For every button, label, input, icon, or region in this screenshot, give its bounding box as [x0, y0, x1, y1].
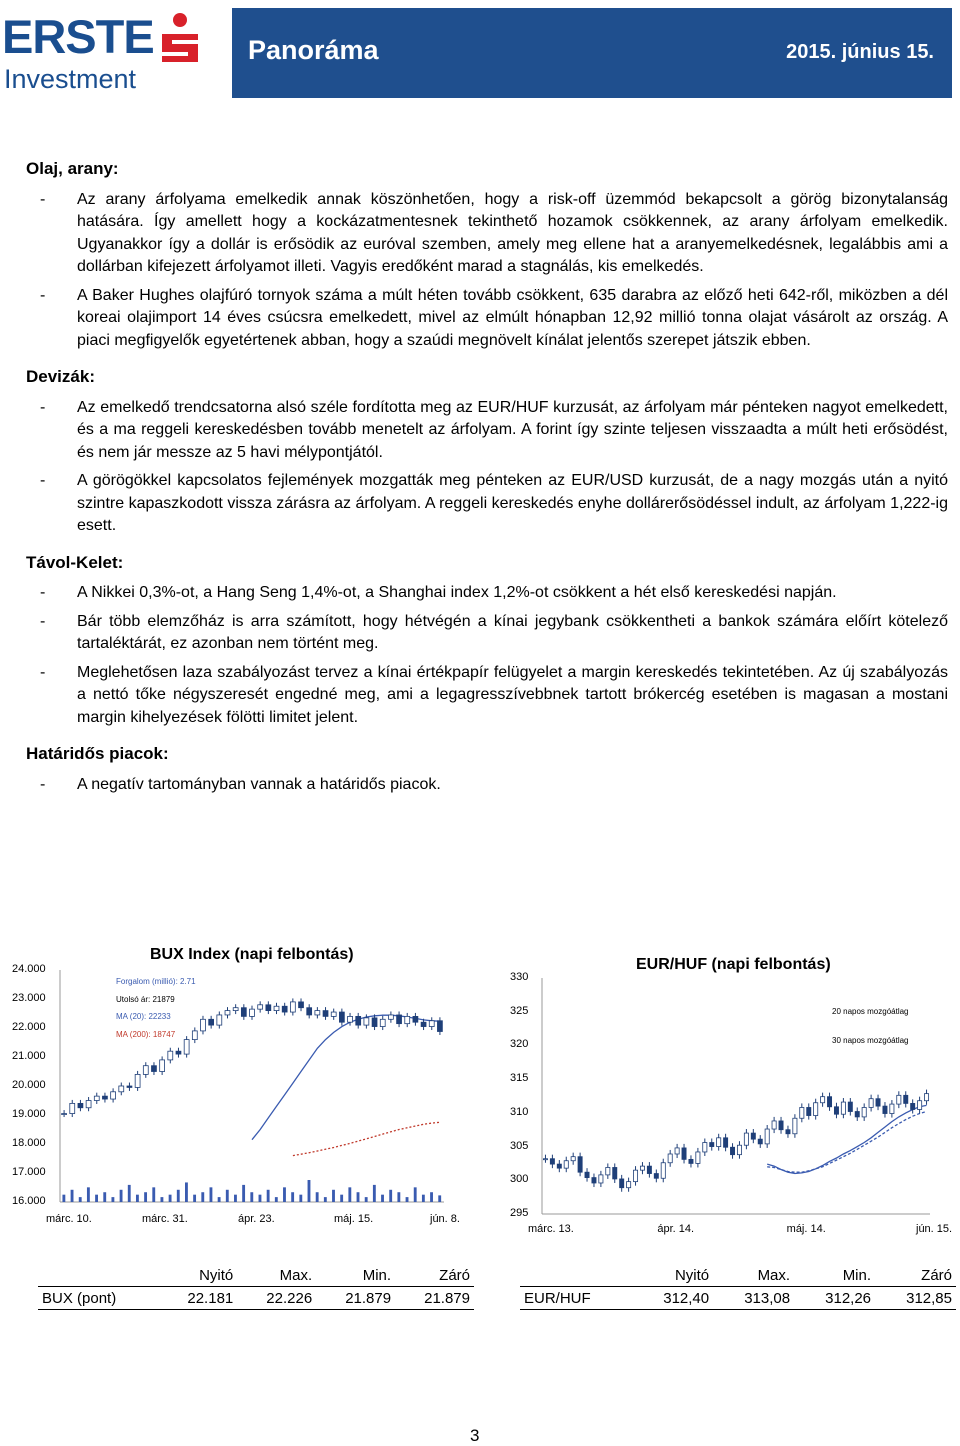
- y-tick-label: 18.000: [12, 1137, 46, 1149]
- volume-bar: [128, 1185, 131, 1202]
- list-item: - A Nikkei 0,3%-ot, a Hang Seng 1,4%-ot, a Shanghai index 1,2%-ot csökkent a hét első kereskedési napján.: [40, 584, 837, 601]
- candle: [883, 1106, 887, 1113]
- chart-title: EUR/HUF (napi felbontás): [636, 956, 831, 973]
- candle: [814, 1103, 818, 1116]
- candle: [380, 1019, 385, 1026]
- volume-bar: [406, 1197, 409, 1202]
- candle: [897, 1095, 901, 1104]
- x-tick-label: márc. 31.: [142, 1213, 188, 1225]
- candle: [160, 1060, 165, 1072]
- volume-bar: [332, 1190, 335, 1202]
- section-title: Határidős piacok:: [26, 744, 169, 763]
- y-tick-label: 330: [510, 971, 529, 983]
- candle: [143, 1066, 148, 1075]
- x-tick-label: ápr. 23.: [238, 1213, 275, 1225]
- x-tick-label: jún. 15.: [916, 1223, 953, 1235]
- candle: [862, 1107, 866, 1116]
- candle: [633, 1170, 637, 1181]
- candle: [405, 1016, 410, 1023]
- list-item: - A görögökkel kapcsolatos fejlemények mozgatták meg pénteken az EUR/USD kurzusát, de a nagy mozgás után a nyitó szintre kapaszkodott vissza zárásra az árfolyam. A reggeli kereskedés enyhe dollárerősödéssel indult, az árfolyam 1,222-ig esett.: [40, 472, 948, 534]
- table-header: Min.: [794, 1264, 875, 1287]
- volume-bar: [348, 1187, 351, 1202]
- list-item: - A Baker Hughes olajfúró tornyok száma a múlt héten tovább csökkent, 635 darabra az előző heti 642-ről, miközben a dél koreai olajimport 14 éves csúcsra emelkedett, mivel az elmúlt hónapban 12,92 millió tonna olajat vásárolt az ország. A piaci megfigyelők egyetértenek abban, hogy a szaúdi megnövelt kínálat jelentős szerepet játszik ebben.: [40, 286, 948, 349]
- moving-average-line: [252, 1015, 440, 1139]
- y-tick-label: 320: [510, 1038, 529, 1051]
- table-header: Nyitó: [158, 1264, 237, 1287]
- candle: [627, 1182, 631, 1188]
- y-tick-label: 16.000: [12, 1195, 46, 1207]
- volume-bar: [397, 1192, 400, 1202]
- candle: [135, 1074, 140, 1087]
- x-tick-label: máj. 15.: [334, 1213, 374, 1225]
- candle: [315, 1011, 320, 1015]
- volume-bar: [177, 1190, 180, 1202]
- eurhuf-summary-table: [520, 1264, 956, 1310]
- volume-bar: [250, 1192, 253, 1202]
- table-cell: 22.181: [158, 1287, 237, 1310]
- volume-bar: [357, 1192, 360, 1202]
- candle: [661, 1163, 665, 1179]
- table-header: Záró: [875, 1264, 956, 1287]
- candle: [841, 1102, 845, 1114]
- volume-bar: [95, 1195, 98, 1202]
- table-header: Max.: [713, 1264, 794, 1287]
- candle: [388, 1015, 393, 1019]
- volume-bar: [308, 1180, 311, 1202]
- candle: [751, 1133, 755, 1139]
- section-title: Olaj, arany:: [26, 159, 119, 178]
- candle: [911, 1103, 915, 1109]
- candle: [241, 1008, 246, 1017]
- eurhuf-plot: [490, 940, 960, 1240]
- legend-last-price: Utolsó ár: 21879: [116, 995, 175, 1004]
- volume-bar: [218, 1197, 221, 1202]
- volume-bar: [62, 1195, 65, 1202]
- candle: [834, 1107, 838, 1114]
- candle: [364, 1018, 369, 1025]
- candle: [744, 1133, 748, 1145]
- x-tick-label: máj. 14.: [786, 1223, 826, 1235]
- volume-bar: [422, 1195, 425, 1202]
- list-item: - Az emelkedő trendcsatorna alsó széle fordította meg az EUR/HUF kurzusát, az árfolyam már pénteken nagyot emelkedett, és a ma reggeli kereskedésben tovább menetelt az árfolyam. A forint így szinte teljesen visszaadta a múlt heti erősödést, és nem jár messze az 5 havi mélypontjától.: [40, 398, 948, 461]
- candle: [94, 1096, 99, 1100]
- table-header-row: [38, 1264, 474, 1287]
- candle: [869, 1099, 873, 1108]
- volume-bar: [152, 1187, 155, 1202]
- volume-bar: [87, 1187, 90, 1202]
- candle: [299, 1002, 304, 1008]
- candle: [78, 1103, 83, 1107]
- y-tick-label: 305: [510, 1139, 529, 1152]
- candle: [918, 1101, 922, 1110]
- y-tick-label: 310: [510, 1105, 529, 1118]
- volume-bar: [193, 1195, 196, 1202]
- candle: [421, 1022, 426, 1026]
- candle: [192, 1031, 197, 1040]
- candle: [564, 1161, 568, 1168]
- erste-s-logo-icon: [158, 12, 202, 64]
- candle: [772, 1121, 776, 1129]
- candle: [372, 1018, 377, 1027]
- volume-bar: [438, 1195, 441, 1202]
- table-header: [520, 1264, 632, 1287]
- candle: [578, 1157, 582, 1173]
- y-tick-label: 315: [510, 1072, 529, 1085]
- y-tick-label: 21.000: [12, 1050, 46, 1062]
- candle: [274, 1006, 279, 1010]
- y-tick-label: 24.000: [12, 963, 46, 975]
- y-tick-label: 295: [510, 1207, 529, 1219]
- list-item: - Bár több elemzőház is arra számított, hogy hétvégén a kínai jegybank csökkentheti a bankok számára előírt kötelező tartaléktárát, ez azonban nem történt meg.: [40, 612, 948, 652]
- candle: [209, 1019, 214, 1025]
- y-tick-label: 22.000: [12, 1021, 46, 1033]
- volume-bar: [340, 1195, 343, 1202]
- table-cell: 21.879: [395, 1287, 474, 1310]
- candle: [710, 1143, 714, 1147]
- candle: [152, 1066, 157, 1072]
- list-item-text: A Baker Hughes olajfúró tornyok száma a múlt héten tovább csökkent, 635 darabra az előző heti 642-ről, miközben a dél koreai olajimport 14 éves csúcsra emelkedett, mivel az elmúlt hónapban 12,92 millió tonna olajat vásárolt az ország. A piaci megfigyelők egyetértenek abban, hogy a szaúdi megnövelt kínálat jelentős szerepet játszik ebben.: [77, 286, 948, 349]
- moving-average-line: [767, 1112, 926, 1173]
- volume-bar: [414, 1187, 417, 1202]
- candle: [758, 1139, 762, 1144]
- volume-bar: [234, 1195, 237, 1202]
- header-banner: [232, 8, 952, 98]
- candle: [675, 1148, 679, 1154]
- table-header-row: [520, 1264, 956, 1287]
- candle: [176, 1051, 181, 1054]
- candle: [696, 1152, 700, 1163]
- section-title: Távol-Kelet:: [26, 552, 124, 572]
- volume-bar: [160, 1197, 163, 1202]
- x-tick-label: jún. 8.: [430, 1213, 460, 1225]
- candle: [786, 1130, 790, 1134]
- candle: [647, 1166, 651, 1173]
- volume-bar: [373, 1185, 376, 1202]
- volume-bar: [111, 1197, 114, 1202]
- candle: [356, 1016, 361, 1025]
- candle: [737, 1145, 741, 1154]
- candle: [640, 1166, 644, 1170]
- volume-bar: [169, 1195, 172, 1202]
- list-item-text: A görögökkel kapcsolatos fejlemények mozgatták meg pénteken az EUR/USD kurzusát, de a nagy mozgás után a nyitó szintre kapaszkodott vissza zárásra az árfolyam. A reggeli kereskedés enyhe dollárerősödéssel indult, az árfolyam 1,222-ig esett.: [77, 472, 948, 534]
- candle: [550, 1159, 554, 1164]
- y-tick-label: 19.000: [12, 1108, 46, 1120]
- volume-bar: [226, 1190, 229, 1202]
- table-cell: 22.226: [237, 1287, 316, 1310]
- candle: [258, 1005, 263, 1009]
- list-item-text: Az emelkedő trendcsatorna alsó széle fordította meg az EUR/HUF kurzusát, az árfolyam már pénteken nagyot emelkedett, és a ma reggeli kereskedésben tovább menetelt az árfolyam. A forint így szinte teljesen visszaadta a múlt heti erősödést, és nem jár messze az 5 havi mélypontjától.: [77, 398, 948, 461]
- candle: [307, 1008, 312, 1015]
- candle: [654, 1174, 658, 1179]
- candle: [779, 1121, 783, 1130]
- volume-bar: [71, 1190, 74, 1202]
- candle: [668, 1154, 672, 1163]
- erste-logo: [2, 12, 202, 94]
- volume-bar: [242, 1185, 245, 1202]
- y-tick-label: 300: [510, 1173, 529, 1186]
- candle: [592, 1178, 596, 1183]
- volume-bar: [283, 1187, 286, 1202]
- list-item-text: Az arany árfolyama emelkedik annak köszönhetően, hogy a risk-off üzemmód bekapcsolt a görög bizonytalanság hatására. Így amellett hogy a kockázatmentesnek tekinthető hozamok csökkennek, az arany árfolyam emelkedik. Ugyanakkor így a dollár is erősödik az euróval szemben, amely meg ellene hat a aranyemelkedésnek, legalábbis ami a dollárban kifejezett árfolyamot illeti. Vagyis eredőként marad a stagnálás, kis emelkedés.: [77, 190, 948, 275]
- candle: [793, 1118, 797, 1134]
- candle: [724, 1138, 728, 1147]
- table-header: Nyitó: [632, 1264, 713, 1287]
- volume-bar: [120, 1190, 123, 1202]
- candle: [557, 1164, 561, 1168]
- candle: [225, 1011, 230, 1015]
- candle: [339, 1012, 344, 1022]
- candle: [250, 1009, 255, 1016]
- table-row: [38, 1287, 474, 1310]
- list-item: - Meglehetősen laza szabályozást tervez a kínai értékpapír felügyelet a margin kereskedés tekintetében. Az új szabályozás a nettó tőke négyszeresét engedné meg, ami a legagresszívebbnek tartott brókercég esetében is magasan a mostani margin kihelyezések fölötti limitet jelent.: [40, 663, 948, 726]
- volume-bar: [144, 1192, 147, 1202]
- volume-bar: [136, 1195, 139, 1202]
- candle: [613, 1167, 617, 1178]
- logo-title: ERSTE: [2, 10, 154, 63]
- x-tick-label: márc. 10.: [46, 1213, 92, 1225]
- volume-bar: [79, 1197, 82, 1202]
- section-title: Devizák:: [26, 367, 95, 386]
- legend-volume: Forgalom (millió): 2.71: [116, 977, 196, 986]
- candle: [290, 1002, 295, 1012]
- eurhuf-chart: [490, 940, 960, 1240]
- candle: [606, 1167, 610, 1174]
- candle: [62, 1114, 67, 1115]
- volume-bar: [103, 1192, 106, 1202]
- y-tick-label: 17.000: [12, 1166, 46, 1178]
- legend-ma200: MA (200): 18747: [116, 1030, 176, 1039]
- list-item-text: Bár több elemzőház is arra számított, hogy hétvégén a kínai jegybank csökkentheti a bankok számára előírt kötelező tartaléktárát, ez azonban nem történt meg.: [77, 612, 948, 652]
- candle: [717, 1138, 721, 1147]
- candle: [348, 1016, 353, 1022]
- candle: [184, 1040, 189, 1055]
- table-cell: 312,40: [632, 1287, 713, 1310]
- candle: [282, 1006, 287, 1012]
- volume-bar: [430, 1192, 433, 1202]
- candle: [70, 1103, 75, 1113]
- candle: [201, 1019, 206, 1031]
- candle: [585, 1172, 589, 1177]
- candle: [807, 1107, 811, 1115]
- table-row: [520, 1287, 956, 1310]
- x-tick-label: ápr. 14.: [657, 1223, 695, 1235]
- x-tick-label: márc. 13.: [528, 1223, 574, 1235]
- candle: [703, 1143, 707, 1152]
- bux-plot: [0, 940, 480, 1230]
- y-tick-label: 20.000: [12, 1079, 46, 1091]
- table-header: Min.: [316, 1264, 395, 1287]
- bux-chart: [0, 940, 480, 1230]
- candle: [848, 1102, 852, 1111]
- list-item: - Az arany árfolyama emelkedik annak köszönhetően, hogy a risk-off üzemmód bekapcsolt a görög bizonytalanság hatására. Így amellett hogy a kockázatmentesnek tekinthető hozamok csökkennek, az arany árfolyam emelkedik. Ugyanakkor így a dollár is erősödik az euróval szemben, amely meg ellene hat a aranyemelkedésnek, legalábbis ami a dollárban kifejezett árfolyamot illeti. Vagyis eredőként marad a stagnálás, kis emelkedés.: [40, 190, 948, 275]
- candle: [413, 1016, 418, 1022]
- moving-average-line: [293, 1122, 440, 1155]
- candle: [571, 1157, 575, 1161]
- list-item: - A negatív tartományban vannak a határidős piacok.: [40, 775, 441, 793]
- candle: [543, 1159, 547, 1160]
- candle: [904, 1095, 908, 1103]
- y-tick-label: 325: [510, 1004, 529, 1017]
- article-body: [26, 158, 948, 802]
- candle: [119, 1086, 124, 1092]
- volume-bar: [267, 1190, 270, 1202]
- candle: [876, 1099, 880, 1106]
- candle: [924, 1094, 928, 1101]
- volume-bar: [299, 1195, 302, 1202]
- candle: [102, 1096, 107, 1099]
- volume-bar: [210, 1187, 213, 1202]
- candle: [397, 1015, 402, 1024]
- banner-title: Panoráma: [248, 35, 379, 65]
- candle: [765, 1129, 769, 1144]
- page-number: 3: [470, 1426, 480, 1445]
- candle: [890, 1104, 894, 1113]
- table-cell: 312,85: [875, 1287, 956, 1310]
- candle: [682, 1148, 686, 1159]
- list-item-text: A Nikkei 0,3%-ot, a Hang Seng 1,4%-ot, a Shanghai index 1,2%-ot csökkent a hét első kereskedési napján.: [77, 584, 837, 601]
- volume-bar: [324, 1197, 327, 1202]
- candle: [855, 1112, 859, 1117]
- candle: [233, 1008, 238, 1011]
- volume-bar: [201, 1192, 204, 1202]
- table-header: Max.: [237, 1264, 316, 1287]
- table-cell: 313,08: [713, 1287, 794, 1310]
- y-tick-label: 23.000: [12, 992, 46, 1004]
- volume-bar: [291, 1192, 294, 1202]
- list-item-text: A negatív tartományban vannak a határidős piacok.: [77, 775, 441, 793]
- volume-bar: [275, 1197, 278, 1202]
- candle: [827, 1097, 831, 1107]
- candle: [86, 1101, 91, 1108]
- moving-average-line: [767, 1105, 926, 1173]
- candle: [266, 1005, 271, 1011]
- banner-date: 2015. június 15.: [786, 41, 934, 63]
- table-cell: 21.879: [316, 1287, 395, 1310]
- volume-bar: [389, 1190, 392, 1202]
- bux-summary-table: [38, 1264, 474, 1310]
- candle: [730, 1147, 734, 1154]
- candle: [821, 1097, 825, 1103]
- candle: [323, 1011, 328, 1017]
- volume-bar: [365, 1197, 368, 1202]
- logo-subtitle: Investment: [4, 64, 137, 94]
- chart-title: BUX Index (napi felbontás): [150, 946, 354, 963]
- volume-bar: [381, 1195, 384, 1202]
- candle: [168, 1051, 173, 1060]
- candle: [620, 1179, 624, 1188]
- table-cell: EUR/HUF: [520, 1287, 632, 1310]
- volume-bar: [259, 1195, 262, 1202]
- table-cell: 312,26: [794, 1287, 875, 1310]
- legend-ma20: MA (20): 22233: [116, 1012, 171, 1021]
- candle: [599, 1175, 603, 1183]
- candle: [437, 1021, 442, 1032]
- legend-ma20: 20 napos mozgóátlag: [832, 1007, 909, 1016]
- candle: [429, 1021, 434, 1027]
- volume-bar: [316, 1192, 319, 1202]
- table-header: Záró: [395, 1264, 474, 1287]
- list-item-text: Meglehetősen laza szabályozást tervez a kínai értékpapír felügyelet a margin kereskedés tekintetében. Az új szabályozás a nettó tőke négyszeresét engedné meg, ami a legagresszívebbnek tartott brókercég esetében is magasan a mostani margin kihelyezések fölötti limitet jelent.: [77, 663, 948, 726]
- candle: [217, 1015, 222, 1025]
- candle: [689, 1159, 693, 1163]
- candle: [800, 1107, 804, 1118]
- candle: [111, 1092, 116, 1099]
- table-header: [38, 1264, 158, 1287]
- candle: [331, 1012, 336, 1016]
- volume-bar: [185, 1182, 188, 1202]
- legend-ma30: 30 napos mozgóátlag: [832, 1036, 909, 1045]
- table-cell: BUX (pont): [38, 1287, 158, 1310]
- candle: [127, 1086, 132, 1087]
